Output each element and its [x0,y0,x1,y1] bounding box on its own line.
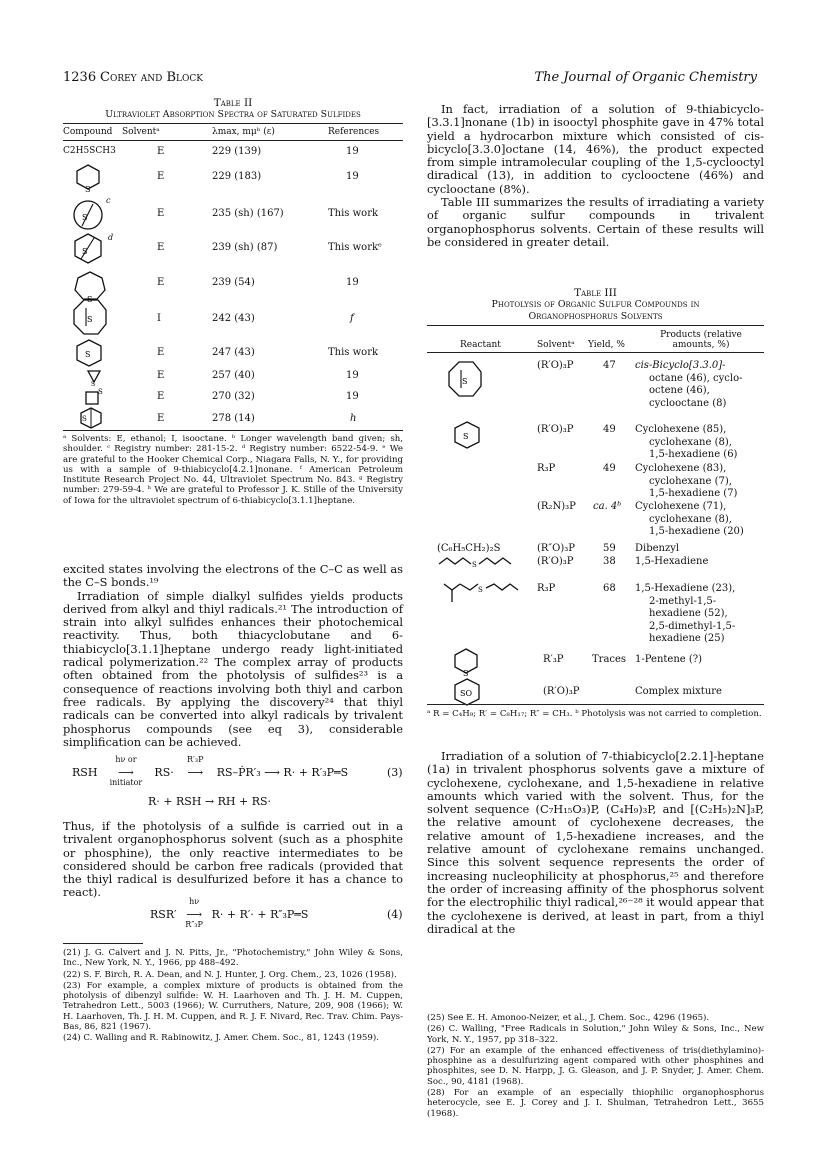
reference-24: (24) C. Walling and R. Rabinowitz, J. Amer. Chem. Soc., 81, 1243 (1959). [63,1033,379,1044]
equation-3-line-2: R· + RSH → RH + RS· [148,795,272,808]
t3-col-yield: Yield, % [588,340,625,350]
page-number: 1236 [63,70,97,85]
table-2-bottom-rule [63,430,403,431]
t3-yield: Traces [592,654,627,665]
reference-23: (23) For example, a complex mixture of products is obtained from the photolysis of dibenzyl sulfide: W. H. Laarhoven and Th. J. H. M. Cuppen, Tetrahedron Lett., 5003 (1966); W. Curruthers, Nature, 209, 908 (1966); W. H. Laarhoven, Th. J. H. M. Cuppen, and R. J. F. Nivard, Rec. Trav. Chim. Pays-Bas, 86, 821 (1967). [63,980,403,1033]
t2-ref: 19 [346,370,359,381]
table-3-title-line-2: Organophosphorus Solvents [528,311,663,322]
t2-col-references: References [328,127,380,137]
t2-ref: This workᵉ [328,242,382,253]
t2-lambda: 239 (54) [212,277,255,288]
t3-product-line: hexadiene (52), [649,608,728,619]
t3-product-line: 2-methyl-1,5- [649,595,717,607]
t2-col-solvent: Solventᵃ [122,127,160,137]
t2-ref: 19 [346,391,359,402]
reference-25: (25) See E. H. Amonoo-Neizer, et al., J. Chem. Soc., 4296 (1965). [427,1013,710,1023]
thiirane-icon [86,368,104,386]
t3-product-line: Cyclohexene (71), [635,501,727,512]
t3-products [635,501,744,539]
eq3-arrow2-label-top: R′₃P [187,755,204,764]
t2-lambda: 270 (32) [212,391,255,402]
t2-solvent: E [157,370,165,381]
t3-solvent: (R′O)₃P [537,360,574,371]
t3-products [635,463,737,501]
t3-yield: 59 [603,543,616,554]
t3-col-reactant: Reactant [460,340,501,350]
left-references [63,948,403,1045]
left-paragraph-2: Irradiation of simple dialkyl sulfides yields products derived from alkyl and thiyl radicals.²¹ The introduction of strain into alkyl sulfides enhances their photochemical reactivity. Thus, both thiacyclobutane and 6-thiabicyclo[3.1.1]heptane undergo ready light-initiated radical polymerization.²² The complex array of products often obtained from the photolysis of sulfides²³ is a consequence of reactions involving both thiyl and carbon free radicals. By applying the discovery²⁴ that thiyl radicals can be converted into alkyl radicals by trivalent phosphorus compounds (see eq 3), considerable simplification can be achieved. [63,588,403,749]
table-2 [63,97,403,121]
reference-22: (22) S. F. Birch, R. A. Dean, and N. J. Hunter, J. Org. Chem., 23, 1026 (1958). [63,969,397,980]
t2-lambda: 235 (sh) (167) [212,208,284,219]
t3-product-line: cyclohexane (7), [649,475,732,487]
t3-products [635,424,737,462]
t3-products: Dibenzyl [635,543,680,554]
table-2-label: Table II [213,97,253,109]
svg-text:S: S [463,669,469,677]
t3-yield: 49 [603,463,616,474]
t3-product-line: 1,5-Hexadiene (23), [635,583,736,594]
table-3-bottom-rule [427,704,764,705]
t3-product-line: octane (46), cyclo- [649,372,743,384]
running-authors: Corey and Block [100,70,203,85]
right-body-bottom [427,750,764,936]
t3-products [635,360,742,410]
t2-col-lambda: λmax, mμᵇ (ε) [212,127,275,137]
thiabicyclo-small-icon [78,406,104,430]
journal-title: The Journal of Organic Chemistry [534,70,757,85]
t3-product-line: cis-Bicyclo[3.3.0]- [635,360,726,371]
reference-21: (21) J. G. Calvert and J. N. Pitts, Jr., "Photochemistry," John Wiley & Sons, Inc., New York, N. Y., 1966, pp 488–492. [63,948,403,969]
t2-lambda: 278 (14) [212,413,255,424]
t3-reactant-text: (C₆H₅CH₂)₂S [437,543,501,554]
table-2-title: Ultraviolet Absorption Spectra of Saturated Sulfides [105,109,361,120]
t3-product-line: cyclohexane (8), [649,436,732,448]
table-3-footnote: ᵃ R = C₄H₉; R′ = C₈H₁₇; R″ = CH₃. ᵇ Photolysis was not carried to completion. [427,709,762,719]
left-paragraph-3: Thus, if the photolysis of a sulfide is carried out in a trivalent organophosphorus solvent (such as a phosphite or phosphine), the only reactive intermediates to be considered should be carbon free radicals (provided that the thiyl radical is desulfurized before it has a chance to react). [63,819,403,900]
thiabicyclo-heptane-icon [452,420,482,450]
reference-27: (27) For an example of the enhanced effectiveness of tris(diethylamino)-phosphine as a desulfurizing agent compared with other phosphines and phosphites, see D. N. Harpp, J. G. Gleason, and J. P. Snyder, J. Amer. Chem. Soc., 90, 4181 (1968). [427,1045,764,1087]
eq3-arrow-label-bottom: initiator [109,778,143,787]
svg-text:S: S [85,185,91,193]
t2-solvent: E [157,391,165,402]
t2-ref: 19 [346,171,359,182]
table-3-header-rule [427,352,764,353]
t2-solvent: I [157,313,161,324]
reference-28: (28) For an example of an especially thiophilic organophosphorus heterocycle, see E. J. Corey and J. I. Shulman, Tetrahedron Lett., 3655 (1968). [427,1088,764,1119]
svg-text:SO: SO [460,689,473,698]
sulfoxide-icon [452,677,482,707]
svg-text:S: S [472,561,477,569]
svg-text:S: S [82,247,88,256]
thiabicyclo-nonane-icon [72,298,108,336]
t3-products: 1-Pentene (?) [635,654,703,665]
t2-col-compound: Compound [63,127,113,137]
t3-products: Complex mixture [635,686,722,697]
table-2-top-rule [63,123,403,124]
equation-3-line-1: RSH hν or ⟶ initiator RS· R′₃P ⟶ RS–ṖR′₃ ⟶ R· + R′₃P═S [72,755,349,787]
thietane-icon [84,386,106,406]
t3-product-line: cyclooctane (8) [649,397,727,409]
right-paragraph-1: In fact, irradiation of a solution of 9-thiabicyclo-[3.3.1]nonane (1b) in isooctyl phosphite gave in 47% total yield a hydrocarbon mixture which consisted of cis-bicyclo[3.3.0]octane (14, 46%), the product expected from simple intramolecular coupling of the 1,5-cyclooctyl diradical (13), in addition to cyclooctene (46%) and cyclooctane (8%). [427,102,764,196]
t2-solvent: E [157,277,165,288]
t3-col-solvent: Solventᵃ [537,340,575,350]
t3-yield: ca. 4ᵇ [593,501,622,512]
t2-lambda: 242 (43) [212,313,255,324]
t3-solvent: (R″O)₃P [537,543,576,554]
methallyl-allyl-sulfide-icon [442,580,522,606]
t2-lambda: 239 (sh) (87) [212,242,278,253]
svg-text:S: S [85,350,91,359]
t2-footnote-mark: c [106,196,111,205]
svg-text:S: S [463,432,469,441]
table-3-top-rule [427,325,764,326]
svg-text:S: S [87,295,93,302]
t2-ref: 19 [346,146,359,157]
t3-product-line: hexadiene (25) [649,633,725,644]
equation-4: RSR′ hν ⟶ R″₃P R· + R′· + R″₃P═S [150,897,309,929]
t3-solvent: (R′O)₃P [537,556,574,567]
equation-4-number: (4) [387,908,403,921]
left-body-middle [63,820,403,900]
t2-ref: This work [328,347,379,358]
t2-solvent: E [157,171,165,182]
svg-text:S: S [87,315,93,324]
thiane-icon [74,163,102,193]
t2-ref: 19 [346,277,359,288]
t2-ref: f [350,313,354,324]
t2-ref: This work [328,208,379,219]
svg-text:S: S [462,377,468,386]
footnote-rule-left [63,943,143,944]
t3-product-line: Cyclohexene (85), [635,424,727,435]
t3-product-line: cyclohexane (8), [649,513,732,525]
svg-text:S: S [478,586,483,594]
t3-product-line: octene (46), [649,385,710,396]
t3-product-line: 2,5-dimethyl-1,5- [649,620,736,632]
svg-text:S: S [82,213,88,222]
left-body-top [63,563,403,749]
t3-yield: 47 [603,360,616,371]
t3-products [635,583,735,646]
t3-yield: 68 [603,583,616,594]
thiane-icon [452,647,480,677]
t3-solvent: R₃P [537,583,556,594]
t2-solvent: E [157,347,165,358]
t3-solvent: (R′O)₃P [537,424,574,435]
t2-solvent: E [157,208,165,219]
eq4-arrow-label-bottom: R″₃P [185,920,203,929]
thiabicyclo-d-icon [73,232,109,266]
equation-3-number: (3) [387,766,403,779]
eq4-arrow-label-top: hν [189,897,200,906]
t3-product-line: 1,5-hexadiene (20) [649,526,744,537]
table-3-title-line-1: Photolysis of Organic Sulfur Compounds in [491,299,700,310]
t3-solvent: R₃P [537,463,556,474]
t2-ref: h [350,413,357,424]
t3-product-line: 1,5-hexadiene (7) [649,488,738,499]
t2-lambda: 257 (40) [212,370,255,381]
t3-solvent: (R′O)₃P [543,686,580,697]
table-2-footnotes: ᵃ Solvents: E, ethanol; I, isooctane. ᵇ Longer wavelength band given; sh, shoulder. ᶜ Registry number: 281-15-2. ᵈ Registry number: 6522-54-9. ᵉ We are grateful to the Hooker Chemical Corp., Niagara Falls, N. Y., for providing us with a sample of 9-thiabicyclo[4.2.1]nonane. ᶠ American Petroleum Institute Research Project No. 44, Ultraviolet Spectrum No. 843. ᵍ Registry number: 279-59-4. ʰ We are grateful to Professor J. K. Stille of the University of Iowa for the ultraviolet spectrum of 6-thiabicyclo[3.1.1]heptane. [63,434,403,506]
t2-solvent: E [157,242,165,253]
t2-lambda: 229 (139) [212,146,262,157]
thiabicyclo-nonane-icon [447,360,483,398]
t2-footnote-mark: d [108,233,114,242]
t3-product-line: 1,5-hexadiene (6) [649,449,738,460]
t2-compound-text: C2H5SCH3 [63,146,116,156]
t2-lambda: 247 (43) [212,347,255,358]
svg-text:S: S [91,381,96,386]
right-references [427,1013,764,1120]
svg-text:S: S [98,388,103,396]
t3-products: 1,5-Hexadiene [635,556,709,567]
t3-solvent: (R₂N)₃P [537,501,576,512]
eq3-arrow-label-top: hν or [115,755,137,764]
svg-text:S: S [82,415,87,423]
table-3 [427,287,764,323]
right-body-top [427,103,764,249]
t2-solvent: E [157,413,165,424]
thiabicyclo-c-icon [73,198,109,232]
diallyl-sulfide-icon [437,552,517,570]
table-2-header-rule [63,140,403,141]
t3-solvent: R′₃P [543,654,564,665]
t2-solvent: E [157,146,165,157]
t2-lambda: 229 (183) [212,171,262,182]
t3-product-line: Cyclohexene (83), [635,463,727,474]
left-paragraph-1: excited states involving the electrons of the C–C as well as the C–S bonds.¹⁹ [63,562,403,590]
right-paragraph-2: Table III summarizes the results of irradiating a variety of organic sulfur compounds in trivalent organophosphorus solvents. Certain of these results will be considered in greater detail. [427,195,764,249]
reference-26: (26) C. Walling, "Free Radicals in Solution," John Wiley & Sons, Inc., New York, N. Y., 1957, pp 318–322. [427,1024,764,1045]
table-3-label: Table III [574,287,617,299]
thiabicyclo-heptane-icon [74,338,104,368]
t3-yield: 38 [603,556,616,567]
t3-col-products: Products (relative amounts, %) [660,330,742,350]
right-paragraph-3: Irradiation of a solution of 7-thiabicyclo[2.2.1]-heptane (1a) in trivalent phosphorus solvents gave a mixture of cyclohexene, cyclohexane, and 1,5-hexadiene in relative amounts which varied with the solvent. Thus, for the solvent sequence (C₇H₁₅O₃)P, (C₄H₉)₃P, and [(C₂H₅)₂N]₃P, the relative amount of cyclohexene decreases, the relative amount of 1,5-hexadiene increases, and the relative amount of cyclohexane remains unchanged. Since this solvent sequence represents the order of increasing nucleophilicity at phosphorus,²⁵ and therefore the order of increasing affinity of the phosphorus solvent for the electrophilic thiyl radical,²⁶⁻²⁸ it would appear that the cyclohexene is derived, at least in part, from a thiyl diradical at the [427,749,764,936]
t3-yield: 49 [603,424,616,435]
